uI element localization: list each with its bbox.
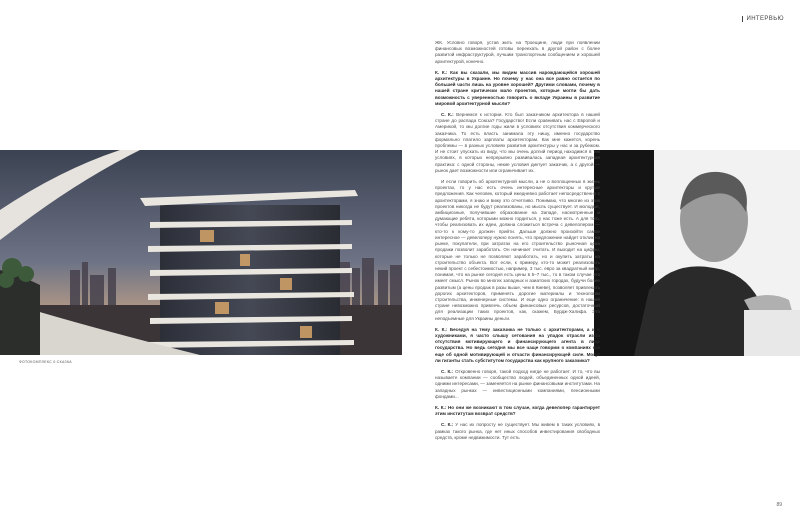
answer-text: У нас их попросту не существует. Мы живем в таких условиях, в рамках такого рынка, где нет иных способов инвестирования свободных средств, кроме недвижимости. Тут есть: [435, 422, 601, 440]
portrait-photo: [594, 150, 800, 356]
section-tag: ИНТЕРВЬЮ: [742, 16, 784, 22]
speaker-label: С. К.:: [441, 422, 454, 428]
paragraph: И если говорить об архитектурной мысли, а не о воплощенных в жизнь проектах, то у нас есть очень интересные архитекторы и крутые предложения. Как человек, который ежедневно работает непосредственно с архитекторами, я знаю и вижу это отчетливо. Понимаю, что многие из этих проектов никогда не будут реализованы, но мысль существует. И молодые, амбициозные, получившие образование на Западе, насмотренные и думающие ребята, которыми можно гордиться, у нас тоже есть. А для того, чтобы реализовать их идеи, должна сложиться встреча с девелопером — кто-то к кому-то должен прийти. Дальше должно произойти самое интересное — девелоперу нужно понять, что предложение найдет отклик на рынке, покупатели, при затратах на его строительство рыночная цена продажи позволит заработать. Он начинает считать. И выходит на цифры, которые не только не позволяют заработать, но и окупить затраты на строительство объекта. Вот если, к примеру, кто-то может реализовать некий проект с себестоимостью, например, 3 тыс. евро за квадратный метр, понимая, что на рынке сегодня есть цены в 5–7 тыс., то в таком случае это имеет смысл. Рынок во многих западных и азиатских городах, будучи более развитым (а цены продаж в разы выше, чем в Киеве), позволяет привлекать дорогих архитекторов, применять дорогие материалы и технологии строительства, инженерные системы. И еще одно ограничение: в нашей стране невозможно привлечь объем финансовых ресурсов, достаточный для реализации таких проектов, как, скажем, Бурдж-Халифа. Это неподъемные для Украины деньги.: [435, 179, 600, 321]
text-column: [435, 40, 600, 446]
answer-text: Откровенно говоря, такой подход нигде не работает. И то, что вы называете компании — сообщество людей, объединенных одной идеей, одними интересами, — заменяется на рынке финансовыми институтами. На западных рынках — инвестиционными компаниями, пенсионными фондами...: [435, 368, 601, 399]
building-illustration: [0, 150, 402, 355]
answer: [435, 112, 600, 174]
speaker-label: С. К.:: [441, 368, 454, 374]
answer-text: Вернемся к истории. Кто был заказчиком архитектора в нашей стране до распада Союза? Государство! Если сравнивать нас с Европой и Америкой, то мы долгие годы жили в условиях отсутствия коммерческого заказчика. То есть власть занимала эту нишу, именно государство формально платило зарплаты архитекторам. Как мне кажется, корень проблемы — в разных условиях развития архитектуры у нас и за рубежом. И не стоит упускать из виду, что мы очень долгий период находимся в тех условиях, в которых непрерывно развивалась западная архитектурная практика: с одной стороны, некие условия диктует заказчик, а с другой — рынок дает возможности или ограничивает их.: [435, 112, 600, 173]
page-number: 89: [776, 502, 782, 508]
photo-caption: ФОТОКОМПЛЕКС 0:СКАЗКА: [19, 360, 72, 364]
question: К. К.: Но они же возникают в том случае, когда девелопер гарантирует этим институтам возврат средств?: [435, 404, 600, 417]
answer: [435, 369, 600, 400]
answer: [435, 422, 600, 441]
paragraph: ЖК. Условно говоря, устав жить на Троещине, люди при появлении финансовых возможностей готовы переехать в другой район с более развитой инфраструктурой, лучшим транспортным сообщением и хорошей архитектурой, конечно.: [435, 40, 600, 64]
portrait-illustration: [594, 150, 800, 356]
architecture-photo: [0, 150, 402, 355]
speaker-label: С. К.:: [441, 112, 454, 118]
question: К. К.: Как вы сказали, мы видим массив нарождающейся хорошей архитектуры в Украине. Но почему у нас она все равно остается по большей части лишь на уровне хорошей? Другими словами, почему в нашей стране критически мало проектов, которые могли бы дать возможность с уверенностью говорить о вкладе Украины в развитие мировой архитектурной мысли?: [435, 69, 600, 106]
question: К. К.: Беседуя на тему заказчика не только с архитекторами, а и с художниками, я часто слышу сетования на упадок отрасли из-за отсутствия мотивирующего и финансирующего агента в лице государства. Но ведь сегодня мы все чаще говорим о компаниях как еще об одной мотивирующей и отчасти финансирующей силе. Могут ли гиганты стать субститутом государства как крупного заказчика?: [435, 326, 600, 363]
